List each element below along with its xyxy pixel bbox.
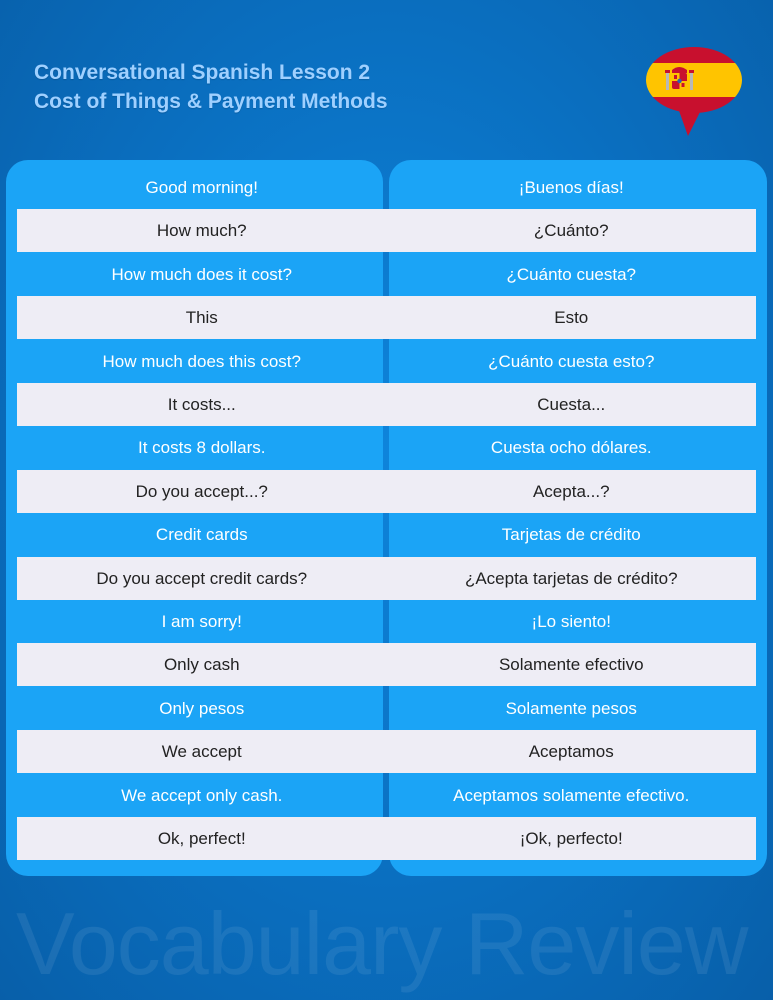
- english-phrase: Ok, perfect!: [157, 828, 246, 848]
- spanish-phrase: Solamente efectivo: [498, 654, 644, 674]
- spanish-phrase: Esto: [554, 307, 589, 327]
- lesson-title: [34, 58, 388, 116]
- table-row: [17, 687, 756, 730]
- spanish-phrase: Tarjetas de crédito: [501, 524, 641, 544]
- table-row: [17, 557, 756, 600]
- table-row: [17, 166, 756, 209]
- table-row: [17, 253, 756, 296]
- spanish-phrase: ¿Cuánto?: [533, 220, 609, 240]
- spain-flag-speech-bubble-icon: [644, 46, 744, 138]
- table-row: [17, 600, 756, 643]
- english-phrase: Only cash: [163, 654, 240, 674]
- spanish-phrase: ¡Lo siento!: [531, 611, 611, 631]
- table-row: [17, 643, 756, 686]
- spanish-phrase: Cuesta ocho dólares.: [490, 437, 652, 457]
- english-phrase: Do you accept...?: [135, 481, 268, 501]
- table-row: [17, 470, 756, 513]
- spanish-phrase: Aceptamos solamente efectivo.: [453, 785, 690, 805]
- lesson-title-line-2: Cost of Things & Payment Methods: [34, 90, 388, 113]
- english-phrase: How much?: [156, 220, 247, 240]
- english-phrase: We accept: [161, 741, 242, 761]
- vocabulary-review-watermark: Vocabulary Review: [16, 894, 748, 993]
- english-phrase: This: [185, 307, 218, 327]
- english-phrase: I am sorry!: [161, 611, 242, 631]
- spanish-phrase: Acepta...?: [532, 481, 610, 501]
- table-row: [17, 426, 756, 469]
- spanish-phrase: ¡Buenos días!: [518, 177, 624, 197]
- english-phrase: How much does it cost?: [111, 264, 292, 284]
- spanish-phrase: Aceptamos: [528, 741, 614, 761]
- english-phrase: Credit cards: [155, 524, 248, 544]
- table-row: [17, 340, 756, 383]
- table-row: [17, 817, 756, 860]
- table-row: [17, 296, 756, 339]
- lesson-title-line-1: Conversational Spanish Lesson 2: [34, 61, 371, 84]
- english-phrase: Only pesos: [159, 698, 245, 718]
- spanish-phrase: ¿Cuánto cuesta?: [506, 264, 636, 284]
- spanish-phrase: ¡Ok, perfecto!: [519, 828, 623, 848]
- english-phrase: Good morning!: [145, 177, 258, 197]
- english-phrase: How much does this cost?: [102, 351, 301, 371]
- table-row: [17, 513, 756, 556]
- english-phrase: It costs 8 dollars.: [137, 437, 266, 457]
- table-row: [17, 383, 756, 426]
- table-row: [17, 774, 756, 817]
- table-row: [17, 209, 756, 252]
- spanish-phrase: ¿Cuánto cuesta esto?: [488, 351, 655, 371]
- spanish-phrase: Solamente pesos: [505, 698, 637, 718]
- english-phrase: Do you accept credit cards?: [96, 568, 308, 588]
- english-phrase: We accept only cash.: [121, 785, 283, 805]
- table-row: [17, 730, 756, 773]
- english-phrase: It costs...: [167, 394, 236, 414]
- spanish-phrase: Cuesta...: [537, 394, 606, 414]
- spanish-phrase: ¿Acepta tarjetas de crédito?: [464, 568, 678, 588]
